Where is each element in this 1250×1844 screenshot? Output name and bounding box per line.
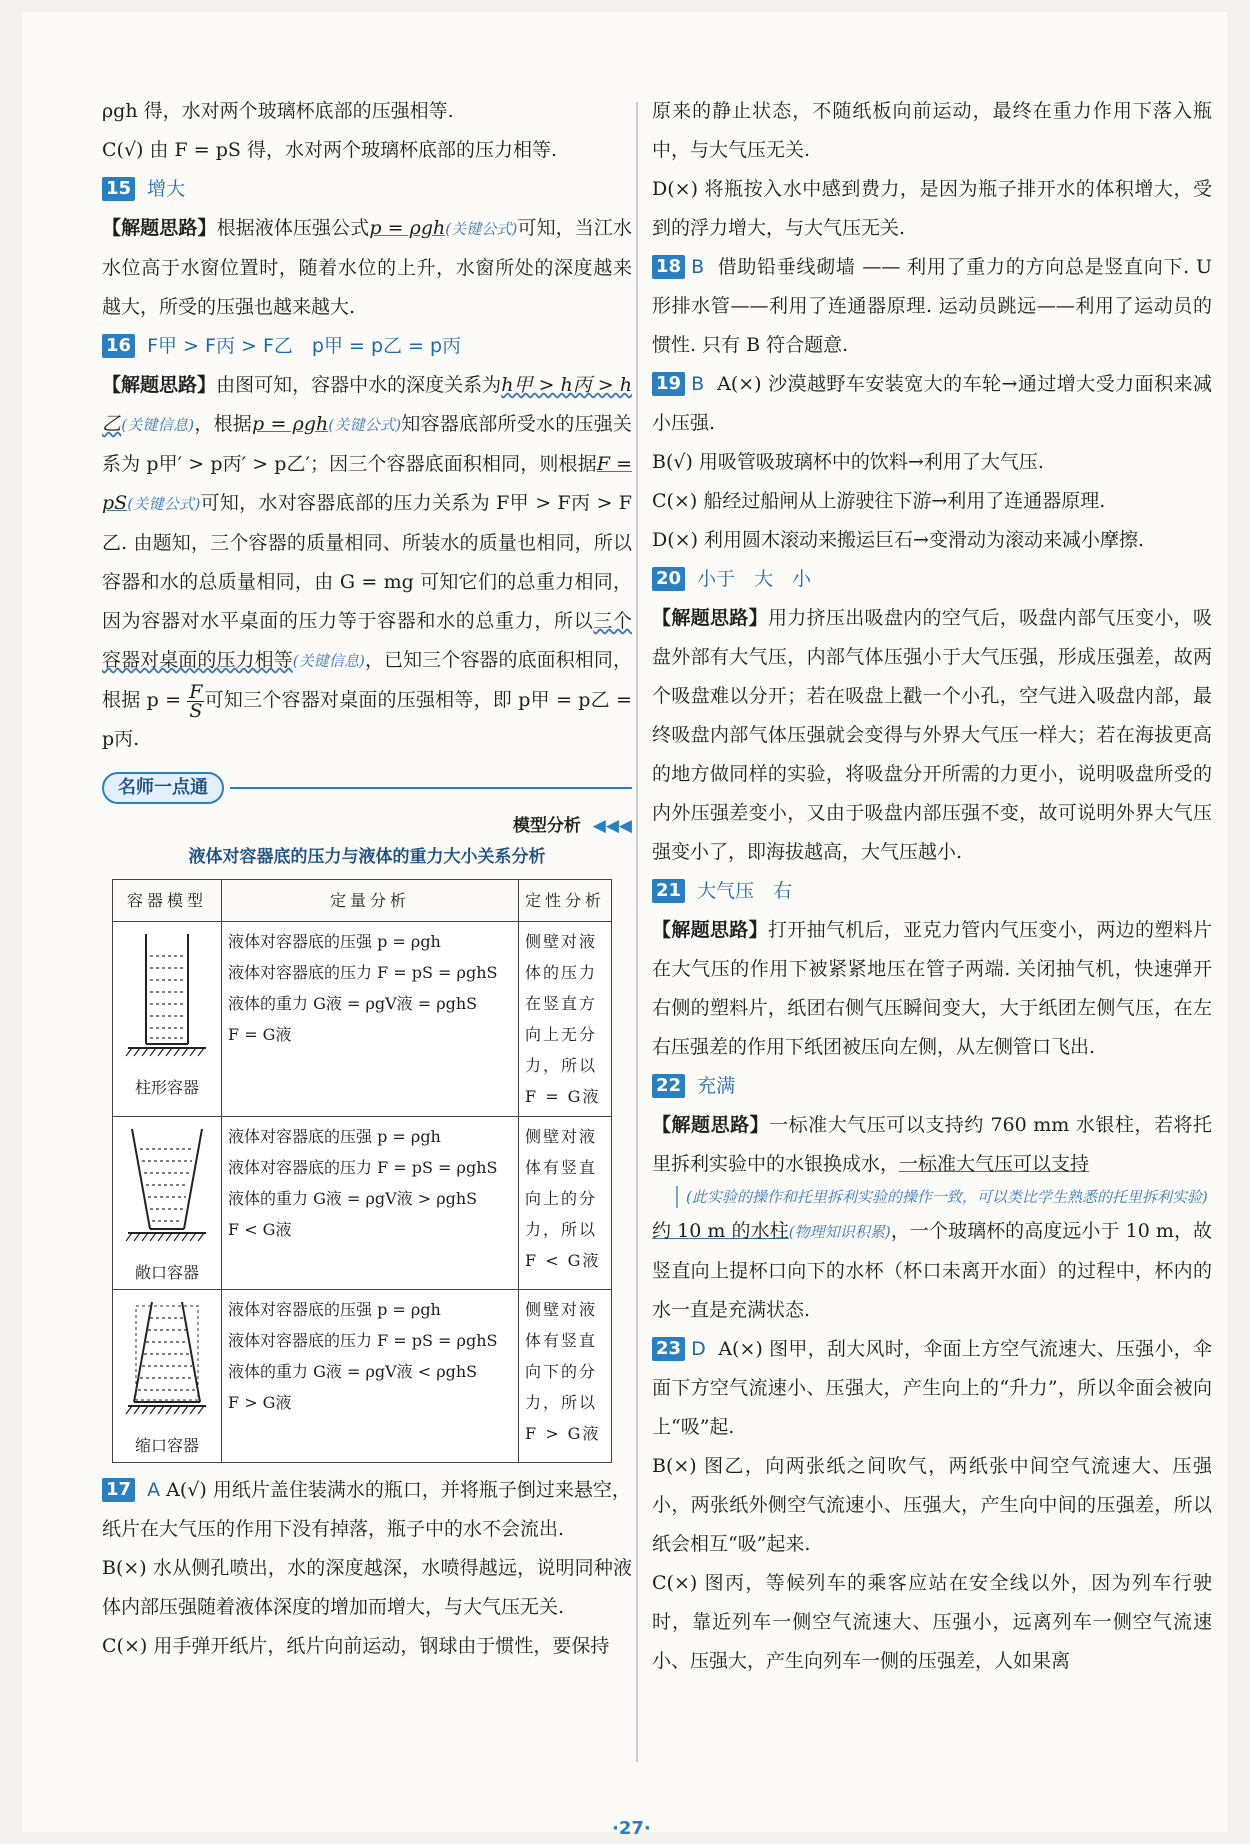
q16-number: 16 xyxy=(102,334,135,358)
q22-explanation xyxy=(652,1106,1212,1184)
q16-tag: 【解题思路】 xyxy=(102,374,217,396)
q15-text-b: 可知，当江水水位高于水窗位置时，随着水位的上升，水窗所处的深度越来越大，所受的压强也越来越大. xyxy=(102,217,632,318)
q19-answer: B xyxy=(691,373,705,395)
quant-narrow xyxy=(222,1290,519,1463)
q16-note-3: (关键公式) xyxy=(127,495,201,513)
q23-b: B(×) 图乙，向两张纸之间吹气，两纸张中间空气流速大、压强小，两张纸外侧空气流速小、压强大，产生向中间的压强差，所以纸会相互“吸”起来. xyxy=(652,1455,1212,1555)
q16-depth: h甲 > h丙 > h乙 xyxy=(102,374,632,435)
q22-note: (物理知识积累) xyxy=(788,1223,891,1241)
q21-text: 打开抽气机后，亚克力管内气压变小，两边的塑料片在大气压的作用下被紧紧地压在管子两端. 关闭抽气机，快速弹开右侧的塑料片，纸团右侧气压瞬间变大，大于纸团左侧气压，在左右压强差的作用下纸团被压向左侧，从左侧管口飞出. xyxy=(652,919,1212,1058)
q19-b: B(√) 用吸管吸玻璃杯中的饮料→利用了大气压. xyxy=(652,451,1044,473)
q16-note-2: (关键公式) xyxy=(328,416,402,434)
quant-line: 液体对容器底的压强 p = ρgh xyxy=(228,1127,441,1146)
q17-b: B(×) 水从侧孔喷出，水的深度越深，水喷得越远，说明同种液体内部压强随着液体深度的增加而增大，与大气压无关. xyxy=(102,1557,632,1618)
qual-narrow: 侧壁对液体有竖直向下的分力，所以 F > G液 xyxy=(519,1290,612,1463)
left-column xyxy=(102,92,632,1666)
quant-line: 液体对容器底的压力 F = pS = ρghS xyxy=(228,1158,498,1177)
model-table xyxy=(112,879,612,1463)
q16-fraction xyxy=(187,680,204,722)
q20-number: 20 xyxy=(652,567,685,591)
q18-answer: B xyxy=(691,256,705,278)
container-figure-open xyxy=(113,1117,222,1290)
q22-number: 22 xyxy=(652,1074,685,1098)
q21-number: 21 xyxy=(652,879,685,903)
quant-line: 液体的重力 G液 = ρgV液 > ρghS xyxy=(228,1189,478,1208)
q16-text-e: ，已知三个容器的底面积相同，根据 p = xyxy=(102,649,632,711)
q15-note: (关键公式) xyxy=(445,220,518,238)
header-model: 容器模型 xyxy=(113,880,222,922)
quant-line: F < G液 xyxy=(228,1220,292,1239)
table-row xyxy=(113,1117,612,1290)
qual-open: 侧壁对液体有竖直向上的分力，所以 F < G液 xyxy=(519,1117,612,1290)
q17-answer: A xyxy=(147,1479,161,1501)
quant-line: 液体对容器底的压强 p = ρgh xyxy=(228,932,441,951)
q16-explanation xyxy=(102,366,632,759)
q21-header xyxy=(652,872,1212,911)
q15-tag: 【解题思路】 xyxy=(102,217,217,239)
narrow-container-icon xyxy=(122,1294,212,1424)
q18-number: 18 xyxy=(652,255,685,279)
arrows-icon: ◀◀◀ xyxy=(592,816,632,836)
right-cont-1: 原来的静止状态，不随纸板向前运动，最终在重力作用下落入瓶中，与大气压无关. xyxy=(652,100,1212,161)
quant-line: 液体对容器底的压力 F = pS = ρghS xyxy=(228,963,498,982)
q17-header xyxy=(102,1471,632,1549)
header-quant: 定量分析 xyxy=(222,880,519,922)
fraction-denominator: S xyxy=(189,699,203,722)
page-number: ·27· xyxy=(612,1818,651,1839)
q19-number: 19 xyxy=(652,372,685,396)
container-figure-narrow xyxy=(113,1290,222,1463)
q16-text-c: 知容器底部所受水的压强关系为 p甲′ > p丙′ > p乙′；因三个容器底面积相同，则根据 xyxy=(102,413,632,475)
column-divider xyxy=(636,102,638,1762)
model-label: 模型分析 xyxy=(512,816,581,836)
q22-answer: 充满 xyxy=(697,1075,736,1097)
q15-formula: p = ρgh xyxy=(369,217,446,239)
q22-tag: 【解题思路】 xyxy=(652,1114,770,1136)
q15-text-a: 根据液体压强公式 xyxy=(216,217,370,239)
q15-explanation xyxy=(102,209,632,327)
quant-line: 液体的重力 G液 = ρgV液 < ρghS xyxy=(228,1362,478,1381)
q16-note-4: (关键信息) xyxy=(292,652,365,670)
right-cont-2: D(×) 将瓶按入水中感到费力，是因为瓶子排开水的体积增大，受到的浮力增大，与大气压无关. xyxy=(652,178,1212,239)
left-cont-1: ρgh 得，水对两个玻璃杯底部的压强相等. xyxy=(102,100,454,122)
q22-header xyxy=(652,1067,1212,1106)
q19-a: A(×) 沙漠越野车安装宽大的车轮→通过增大受力面积来减小压强. xyxy=(652,373,1212,434)
q16-answer: F甲 > F丙 > F乙 p甲 = p乙 = p丙 xyxy=(147,335,462,357)
qual-cylinder: 侧壁对液体的压力在竖直方向上无分力，所以 F = G液 xyxy=(519,922,612,1117)
q18 xyxy=(652,248,1212,365)
quant-open xyxy=(222,1117,519,1290)
q20-tag: 【解题思路】 xyxy=(652,607,768,629)
page-number-value: 27 xyxy=(618,1818,644,1839)
left-cont-2: C(√) 由 F = pS 得，水对两个玻璃杯底部的压力相等. xyxy=(102,139,557,161)
q20-header xyxy=(652,560,1212,599)
q16-formula-2: F = pS xyxy=(102,453,632,514)
fraction-numerator: F xyxy=(189,680,203,703)
q23-answer: D xyxy=(691,1338,706,1360)
q21-answer: 大气压 右 xyxy=(697,880,793,902)
teacher-tip-header xyxy=(102,771,632,805)
q16-text-f: 可知三个容器对桌面的压强相等，即 p甲 = p乙 = p丙. xyxy=(102,689,632,750)
q16-formula-1: p = ρgh xyxy=(252,413,329,435)
q20-text: 用力挤压出吸盘内的空气后，吸盘内部气压变小，吸盘外部有大气压，内部气体压强小于大气压强，形成压强差，故两个吸盘难以分开；若在吸盘上戳一个小孔，空气进入吸盘内部，最终吸盘内部气体压强就会变得与外界大气压一样大；若在海拔更高的地方做同样的实验，将吸盘分开所需的力更小，说明吸盘所受的内外压强差变小，又由于吸盘内部压强不变，故可说明外界大气压强变小了，即海拔越高，大气压越小. xyxy=(652,607,1212,863)
quant-line: 液体对容器底的压力 F = pS = ρghS xyxy=(228,1331,498,1350)
container-figure-cylinder xyxy=(113,922,222,1117)
q22-key-2: 约 10 m 的水柱 xyxy=(652,1220,789,1242)
q23-a-line xyxy=(652,1330,1212,1447)
quant-line: F > G液 xyxy=(228,1393,292,1412)
q19-d: D(×) 利用圆木滚动来搬运巨石→变滑动为滚动来减小摩擦. xyxy=(652,529,1144,551)
q23-number: 23 xyxy=(652,1337,685,1361)
q17-a: A(√) 用纸片盖住装满水的瓶口，并将瓶子倒过来悬空，纸片在大气压的作用下没有掉落，瓶子中的水不会流出. xyxy=(102,1479,631,1540)
model-analysis-label xyxy=(102,811,632,841)
q22-key: 一标准大气压可以支持 xyxy=(899,1153,1090,1175)
cylinder-container-icon xyxy=(122,926,212,1066)
q21-tag: 【解题思路】 xyxy=(652,919,768,941)
q22-explanation-cont xyxy=(652,1212,1212,1330)
q23-c: C(×) 图丙，等候列车的乘客应站在安全线以外，因为列车行驶时，靠近列车一侧空气流速大、压强小，远离列车一侧空气流速小、压强大，产生向列车一侧的压强差，人如果离 xyxy=(652,1572,1212,1672)
quant-line: 液体的重力 G液 = ρgV液 = ρghS xyxy=(228,994,478,1013)
q17-c: C(×) 用手弹开纸片，纸片向前运动，钢球由于惯性，要保持 xyxy=(102,1635,610,1657)
q16-text-d: 可知，水对容器底部的压力关系为 F甲 > F丙 > F乙. 由题知，三个容器的质量相同、所装水的质量也相同，所以容器和水的总质量相同，由 G = mg 可知它们的总重力相同，因为容器对水平桌面的压力等于容器和水的总重力，所以 xyxy=(102,492,632,632)
right-column xyxy=(652,92,1212,1681)
q23-a: A(×) 图甲，刮大风时，伞面上方空气流速大、压强小，伞面下方空气流速小、压强大，产生向上的“升力”，所以伞面会被向上“吸”起. xyxy=(652,1338,1212,1438)
caption-open: 敞口容器 xyxy=(134,1263,199,1282)
q16-text-b: ，根据 xyxy=(194,413,253,435)
q19-a-line xyxy=(652,365,1212,443)
quant-line: 液体对容器底的压强 p = ρgh xyxy=(228,1300,441,1319)
q15-number: 15 xyxy=(102,177,135,201)
q22-text-b: ，一个玻璃杯的高度远小于 10 m，故竖直向上提杯口向下的水杯（杯口未离开水面）的过程中，杯内的水一直是充满状态. xyxy=(652,1220,1212,1321)
caption-narrow: 缩口容器 xyxy=(134,1436,199,1455)
model-table-header xyxy=(113,880,612,922)
q22-text-a: 一标准大气压可以支持约 760 mm 水银柱，若将托里拆利实验中的水银换成水， xyxy=(652,1114,1212,1175)
q19-c: C(×) 船经过船闸从上游驶往下游→利用了连通器原理. xyxy=(652,490,1106,512)
q22-comment: (此实验的操作和托里拆利实验的操作一致，可以类比学生熟悉的托里拆利实验) xyxy=(676,1186,1212,1208)
q17-number: 17 xyxy=(102,1478,135,1502)
header-qual: 定性分析 xyxy=(519,880,612,922)
quant-cylinder xyxy=(222,922,519,1117)
q20-explanation xyxy=(652,599,1212,872)
caption-cylinder: 柱形容器 xyxy=(134,1078,199,1097)
q16-header xyxy=(102,327,632,366)
q16-note-1: (关键信息) xyxy=(121,416,195,434)
page xyxy=(22,12,1227,1839)
open-container-icon xyxy=(122,1121,212,1251)
q15-answer: 增大 xyxy=(147,178,186,200)
quant-line: F = G液 xyxy=(228,1025,292,1044)
teacher-tip-rule xyxy=(230,787,632,789)
q16-text-a: 由图可知，容器中水的深度关系为 xyxy=(216,374,502,396)
table-row xyxy=(113,1290,612,1463)
q21-explanation xyxy=(652,911,1212,1067)
q18-text: 借助铅垂线砌墙 —— 利用了重力的方向总是竖直向下. U 形排水管——利用了连通器原理. 运动员跳远——利用了运动员的惯性. 只有 B 符合题意. xyxy=(652,256,1212,356)
model-table-title: 液体对容器底的压力与液体的重力大小关系分析 xyxy=(188,847,546,867)
q16-key: 三个容器对桌面的压力相等 xyxy=(102,610,632,671)
q15-header xyxy=(102,170,632,209)
table-row xyxy=(113,922,612,1117)
teacher-tip-title: 名师一点通 xyxy=(102,772,224,804)
q20-answer: 小于 大 小 xyxy=(697,568,812,590)
